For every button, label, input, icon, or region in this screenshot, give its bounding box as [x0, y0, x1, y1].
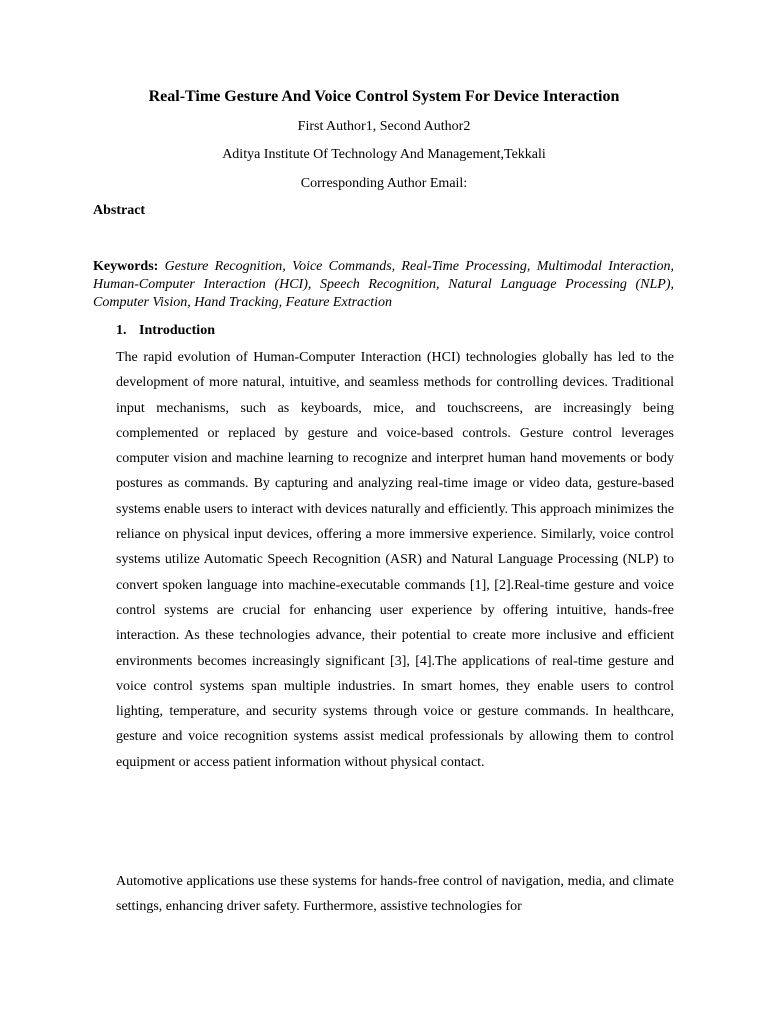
affiliation: Aditya Institute Of Technology And Management,Tekkali	[222, 147, 546, 162]
section-heading-introduction	[116, 322, 215, 340]
author-list: First Author1, Second Author2	[297, 119, 471, 134]
paper-title: Real-Time Gesture And Voice Control System For Device Interaction	[148, 88, 620, 105]
introduction-paragraph-2: Automotive applications use these systems for hands-free control of navigation, media, and climate settings, enhancing driver safety. Furthermore, assistive technologies for	[116, 874, 674, 915]
keywords-label: Keywords:	[93, 259, 159, 274]
keywords-block	[93, 258, 674, 312]
introduction-paragraph-1: The rapid evolution of Human-Computer Interaction (HCI) technologies globally has led to the development of more natural, intuitive, and seamless methods for controlling devices. Traditional input mechanisms, such as keyboards, mice, and touchscreens, are increasingly being complemented or replaced by gesture and voice-based controls. Gesture control leverages computer vision and machine learning to recognize and interpret human hand movements or body postures as commands. By capturing and analyzing real-time image or video data, gesture-based systems enable users to interact with devices naturally and efficiently. This approach minimizes the reliance on physical input devices, offering a more immersive experience. Similarly, voice control systems utilize Automatic Speech Recognition (ASR) and Natural Language Processing (NLP) to convert spoken language into machine-executable commands [1], [2].Real-time gesture and voice control systems are crucial for enhancing user experience by offering intuitive, hands-free interaction. As these technologies advance, their potential to create more inclusive and efficient environments becomes increasingly significant [3], [4].The applications of real-time gesture and voice control systems span multiple industries. In smart homes, they enable users to control lighting, temperature, and security systems through voice or gesture commands. In healthcare, gesture and voice recognition systems assist medical professionals by allowing them to control equipment or access patient information without physical contact.	[116, 350, 674, 770]
abstract-heading: Abstract	[93, 203, 146, 218]
section-number: 1.	[116, 323, 127, 338]
corresponding-email: Corresponding Author Email:	[300, 176, 468, 191]
keywords-list: Gesture Recognition, Voice Commands, Real-Time Processing, Multimodal Interaction, Human-Computer Interaction (HCI), Speech Recognition, Natural Language Processing (NLP), Computer Vision, Hand Tracking, Feature Extraction	[93, 259, 674, 310]
section-title: Introduction	[139, 323, 215, 338]
